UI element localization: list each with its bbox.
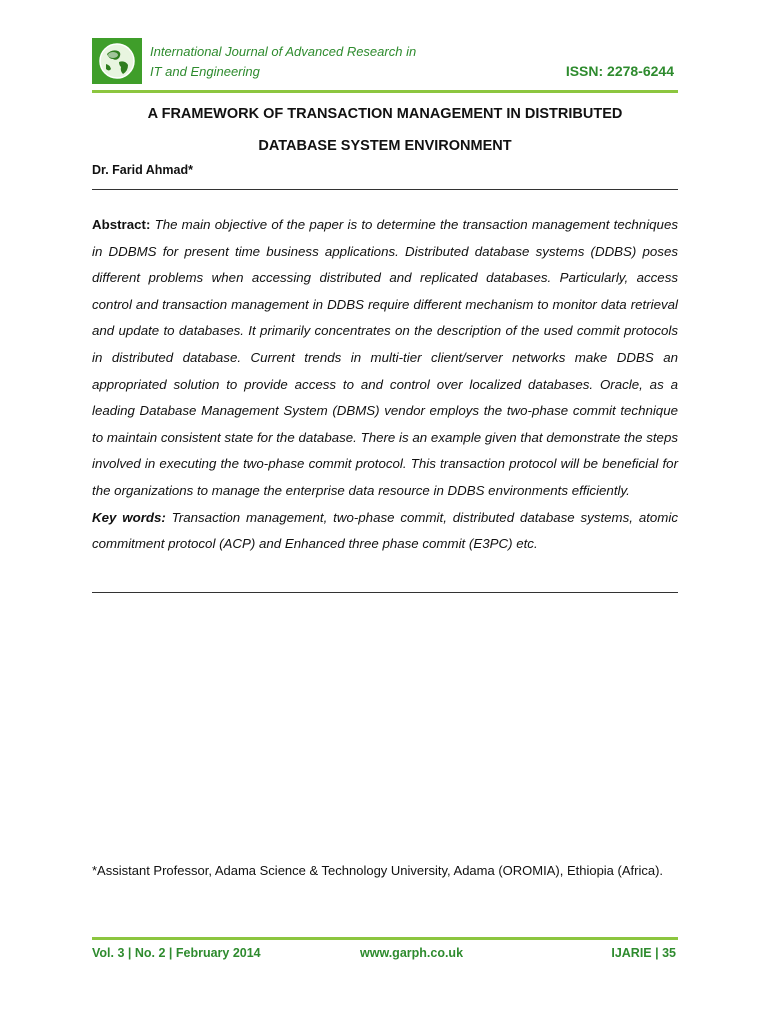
abstract-paragraph — [92, 212, 678, 505]
abstract-section — [92, 212, 678, 558]
journal-name-line2: IT and Engineering — [150, 64, 260, 79]
abstract-top-divider — [92, 189, 678, 190]
page-footer — [92, 946, 678, 966]
keywords-text: Transaction management, two-phase commit, distributed database systems, atomic commitment protocol (ACP) and Enhanced three phase commit (E3PC) etc. — [92, 509, 678, 552]
paper-title-line2: DATABASE SYSTEM ENVIRONMENT — [258, 138, 512, 154]
abstract-label: Abstract: — [92, 217, 151, 232]
journal-name — [150, 42, 416, 82]
author-footnote: *Assistant Professor, Adama Science & Technology University, Adama (OROMIA), Ethiopia (Africa). — [92, 863, 664, 878]
journal-header — [92, 38, 678, 88]
footer-page-number: IJARIE | 35 — [611, 946, 676, 960]
author-name: Dr. Farid Ahmad* — [92, 163, 193, 177]
keywords-label: Key words: — [92, 509, 166, 525]
abstract-text: The main objective of the paper is to determine the transaction management techniques in DDBMS for present time business applications. Distributed database systems (DDBS) poses different problems when accessing distributed and replicated databases. Particularly, access control and transaction management in DDBS require different mechanism to monitor data retrieval and update to databases. It primarily concentrates on the description of the used commit protocols in distributed database. Current trends in multi-tier client/server networks make DDBS an appropriated solution to provide access to and control over localized databases. Oracle, as a leading Database Management System (DBMS) vendor employs the two-phase commit technique to maintain consistent state for the database. There is an example given that demonstrate the steps involved in executing the two-phase commit protocol. This transaction protocol will be beneficial for the organizations to manage the enterprise data resource in DDBS environments efficiently. — [92, 217, 678, 498]
footer-website-link[interactable]: www.garph.co.uk — [360, 946, 464, 960]
globe-icon — [92, 38, 142, 84]
journal-name-line1: International Journal of Advanced Research in — [150, 44, 417, 59]
footer-volume: Vol. 3 | No. 2 | February 2014 — [92, 946, 261, 960]
footer-divider — [92, 937, 678, 940]
issn-label: ISSN: 2278-6244 — [565, 63, 674, 79]
header-divider — [92, 90, 678, 93]
abstract-bottom-divider — [92, 592, 678, 593]
paper-title — [92, 98, 678, 162]
keywords-paragraph — [92, 505, 678, 558]
paper-title-line1: A FRAMEWORK OF TRANSACTION MANAGEMENT IN DISTRIBUTED — [147, 106, 623, 122]
